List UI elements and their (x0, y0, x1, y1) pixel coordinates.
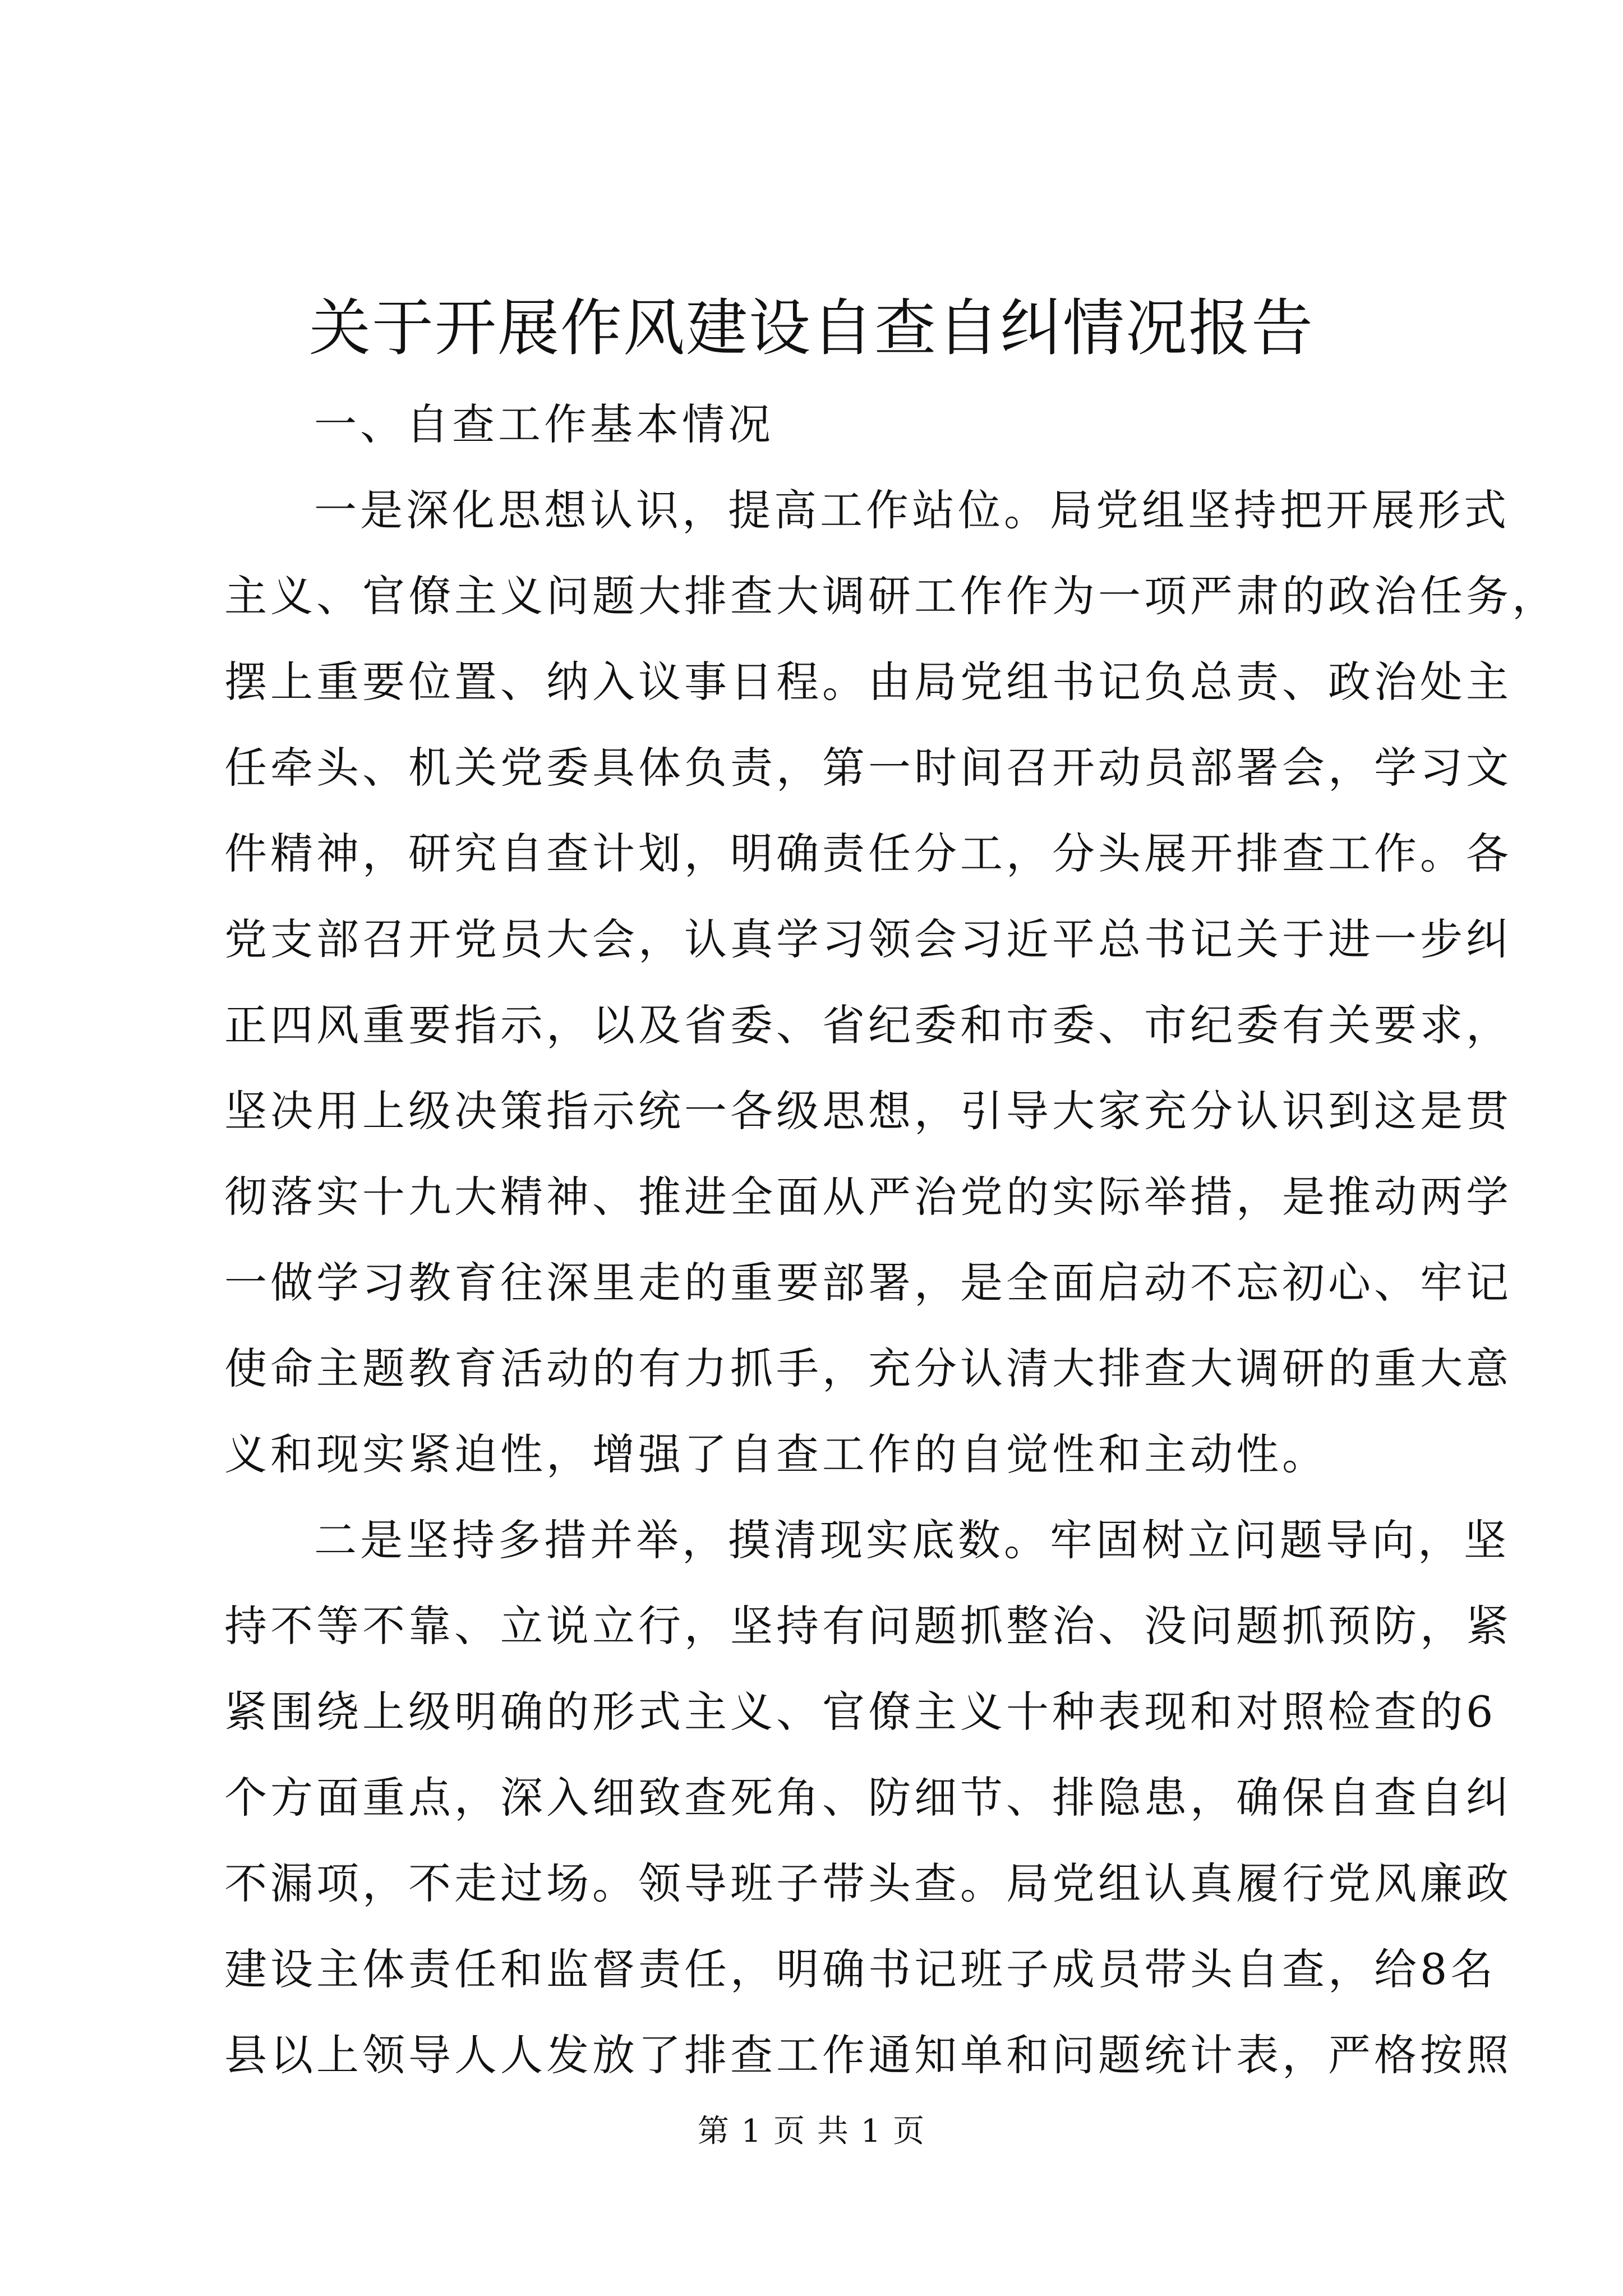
document-title: 关于开展作风建设自查自纠情况报告 (309, 292, 1314, 364)
paragraph-line: 个方面重点，深入细致查死角、防细节、排隐患，确保自查自纠 (224, 1773, 1512, 1823)
paragraph-line: 二是坚持多措并举，摸清现实底数。牢固树立问题导向，坚 (314, 1515, 1510, 1565)
page-footer: 第 1 页 共 1 页 (697, 2113, 926, 2150)
paragraph-line: 坚决用上级决策指示统一各级思想，引导大家充分认识到这是贯 (224, 1086, 1512, 1136)
paragraph-line: 紧围绕上级明确的形式主义、官僚主义十种表现和对照检查的6 (224, 1687, 1497, 1737)
document-body (224, 381, 1558, 2098)
paragraph-line: 主义、官僚主义问题大排查大调研工作作为一项严肃的政治任务， (224, 571, 1558, 621)
paragraph-line: 党支部召开党员大会，认真学习领会习近平总书记关于进一步纠 (224, 914, 1512, 964)
paragraph-line: 任牵头、机关党委具体负责，第一时间召开动员部署会，学习文 (224, 743, 1512, 793)
paragraph-line: 县以上领导人人发放了排查工作通知单和问题统计表，严格按照 (224, 2030, 1512, 2080)
paragraph-line: 件精神，研究自查计划，明确责任分工，分头展开排查工作。各 (224, 829, 1512, 878)
paragraph-line: 彻落实十九大精神、推进全面从严治党的实际举措，是推动两学 (224, 1172, 1512, 1222)
paragraph-line: 一是深化思想认识，提高工作站位。局党组坚持把开展形式 (314, 485, 1510, 535)
paragraph-line: 持不等不靠、立说立行，坚持有问题抓整治、没问题抓预防，紧 (224, 1601, 1512, 1651)
paragraph-line: 使命主题教育活动的有力抓手，充分认清大排查大调研的重大意 (224, 1343, 1512, 1393)
paragraph-line: 正四风重要指示，以及省委、省纪委和市委、市纪委有关要求， (224, 1000, 1512, 1050)
paragraph-line: 摆上重要位置、纳入议事日程。由局党组书记负总责、政治处主 (224, 657, 1512, 707)
section-heading: 一、自查工作基本情况 (314, 399, 774, 449)
paragraph-line: 一做学习教育往深里走的重要部署，是全面启动不忘初心、牢记 (224, 1258, 1512, 1308)
paragraph-line: 义和现实紧迫性，增强了自查工作的自觉性和主动性。 (224, 1429, 1328, 1479)
paragraph-line: 不漏项，不走过场。领导班子带头查。局党组认真履行党风廉政 (224, 1858, 1512, 1908)
paragraph-line: 建设主体责任和监督责任，明确书记班子成员带头自查，给8名 (224, 1944, 1497, 1994)
